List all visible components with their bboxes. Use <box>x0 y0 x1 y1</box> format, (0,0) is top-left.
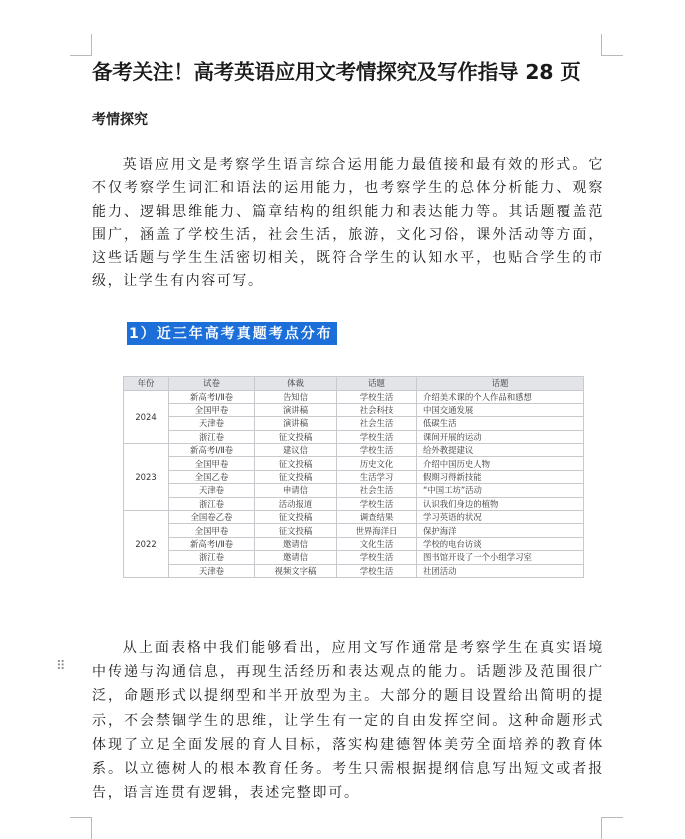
topic-cell: 学校的电台访谈 <box>417 537 584 550</box>
year-cell: 2024 <box>124 390 169 444</box>
intro-paragraph: 英语应用文是考察学生语言综合运用能力最值接和最有效的形式。它不仅考察学生词汇和语法的运用能力，也考察学生的总体分析能力、观察能力、逻辑思维能力、篇章结构的组织能力和表达能力等。其话题覆盖范围广，涵盖了学校生活，社会生活，旅游，文化习俗，课外活动等方面，这些话题与学生生活密切相关，既符合学生的认知水平，也贴合学生的市级，让学生有内容可写。 <box>92 157 604 290</box>
topic-cell: 中国交通发展 <box>417 403 584 416</box>
paper-cell: 浙江卷 <box>169 497 255 510</box>
page-corner-bottom-right <box>601 817 623 839</box>
category-cell: 历史文化 <box>337 457 417 470</box>
topic-cell: “中国工坊”活动 <box>417 484 584 497</box>
header-paper: 试卷 <box>169 377 255 391</box>
paper-cell: 新高考Ⅰ/Ⅱ卷 <box>169 537 255 550</box>
category-cell: 社会生活 <box>337 417 417 430</box>
genre-cell: 征文投稿 <box>255 470 337 483</box>
paper-cell: 天津卷 <box>169 484 255 497</box>
topic-cell: 保护海洋 <box>417 524 584 537</box>
genre-cell: 活动报道 <box>255 497 337 510</box>
exam-topics-table-image <box>123 376 583 603</box>
topic-cell: 介绍美术课的个人作品和感想 <box>417 390 584 403</box>
topic-cell: 给外教提建议 <box>417 444 584 457</box>
category-cell: 世界海洋日 <box>337 524 417 537</box>
table-row <box>124 524 584 537</box>
paper-cell: 浙江卷 <box>169 551 255 564</box>
category-cell: 学校生活 <box>337 444 417 457</box>
table-row <box>124 484 584 497</box>
paper-cell: 新高考Ⅰ/Ⅱ卷 <box>169 390 255 403</box>
category-cell: 社会生活 <box>337 484 417 497</box>
genre-cell: 征文投稿 <box>255 524 337 537</box>
table-row <box>124 537 584 550</box>
paper-cell: 浙江卷 <box>169 430 255 443</box>
page-corner-top-left <box>70 34 92 56</box>
category-cell: 学校生活 <box>337 551 417 564</box>
page-corner-top-right <box>601 34 623 56</box>
year-cell: 2022 <box>124 511 169 578</box>
drag-handle-icon[interactable]: ⠿ <box>56 659 65 674</box>
analysis-paragraph: 从上面表格中我们能够看出，应用文写作通常是考察学生在真实语境中传递与沟通信息，再现生活经历和表达观点的能力。话题涉及范围很广泛，命题形式以提纲型和半开放型为主。大部分的题目设置给出简明的提示，不会禁锢学生的思维，让学生有一定的自由发挥空间。这种命题形式体现了立足全面发展的育人目标，落实构建德智体美劳全面培养的教育体系。以立德树人的根本教育任务。考生只需根据提纲信息写出短文或者报告，语言连贯有逻辑，表述完整即可。 <box>92 640 604 802</box>
paper-cell: 新高考Ⅰ/Ⅱ卷 <box>169 444 255 457</box>
category-cell: 社会科技 <box>337 403 417 416</box>
table-row <box>124 470 584 483</box>
table-row <box>124 511 584 524</box>
category-cell: 学校生活 <box>337 430 417 443</box>
table-row <box>124 390 584 403</box>
header-topic-category: 话题 <box>337 377 417 391</box>
page-corner-bottom-left <box>70 817 92 839</box>
paper-cell: 天津卷 <box>169 564 255 577</box>
exam-topics-table <box>123 376 584 578</box>
genre-cell: 视频文字稿 <box>255 564 337 577</box>
table-header-row <box>124 377 584 391</box>
paper-cell: 全国乙卷 <box>169 470 255 483</box>
table-body <box>124 390 584 577</box>
paper-cell: 全国卷乙卷 <box>169 511 255 524</box>
paper-cell: 全国甲卷 <box>169 457 255 470</box>
topic-cell: 学习英语的状况 <box>417 511 584 524</box>
topic-cell: 介绍中国历史人物 <box>417 457 584 470</box>
table-row <box>124 551 584 564</box>
topic-cell: 低碳生活 <box>417 417 584 430</box>
genre-cell: 征文投稿 <box>255 430 337 443</box>
document-title: 备考关注！高考英语应用文考情探究及写作指导 28 页 <box>92 60 581 84</box>
table-row <box>124 417 584 430</box>
genre-cell: 邀请信 <box>255 551 337 564</box>
table-row <box>124 403 584 416</box>
category-cell: 学校生活 <box>337 390 417 403</box>
topic-cell: 图书馆开设了一个小组学习室 <box>417 551 584 564</box>
genre-cell: 邀请信 <box>255 537 337 550</box>
genre-cell: 征文投稿 <box>255 511 337 524</box>
table-row <box>124 457 584 470</box>
category-cell: 生活学习 <box>337 470 417 483</box>
genre-cell: 告知信 <box>255 390 337 403</box>
year-cell: 2023 <box>124 444 169 511</box>
category-cell: 文化生活 <box>337 537 417 550</box>
topic-cell: 课间开展的运动 <box>417 430 584 443</box>
table-row <box>124 444 584 457</box>
genre-cell: 建议信 <box>255 444 337 457</box>
paper-cell: 全国甲卷 <box>169 524 255 537</box>
table-row <box>124 497 584 510</box>
topic-cell: 社团活动 <box>417 564 584 577</box>
paper-cell: 全国甲卷 <box>169 403 255 416</box>
header-topic-detail: 话题 <box>417 377 584 391</box>
paper-cell: 天津卷 <box>169 417 255 430</box>
category-cell: 调查结果 <box>337 511 417 524</box>
header-genre: 体裁 <box>255 377 337 391</box>
genre-cell: 征文投稿 <box>255 457 337 470</box>
table-row <box>124 564 584 577</box>
genre-cell: 演讲稿 <box>255 417 337 430</box>
genre-cell: 演讲稿 <box>255 403 337 416</box>
header-year: 年份 <box>124 377 169 391</box>
selected-subheading[interactable]: 1）近三年高考真题考点分布 <box>127 322 337 345</box>
topic-cell: 假期习得新技能 <box>417 470 584 483</box>
section-heading: 考情探究 <box>92 112 148 128</box>
category-cell: 学校生活 <box>337 497 417 510</box>
topic-cell: 认识我们身边的植物 <box>417 497 584 510</box>
category-cell: 学校生活 <box>337 564 417 577</box>
table-row <box>124 430 584 443</box>
genre-cell: 申请信 <box>255 484 337 497</box>
